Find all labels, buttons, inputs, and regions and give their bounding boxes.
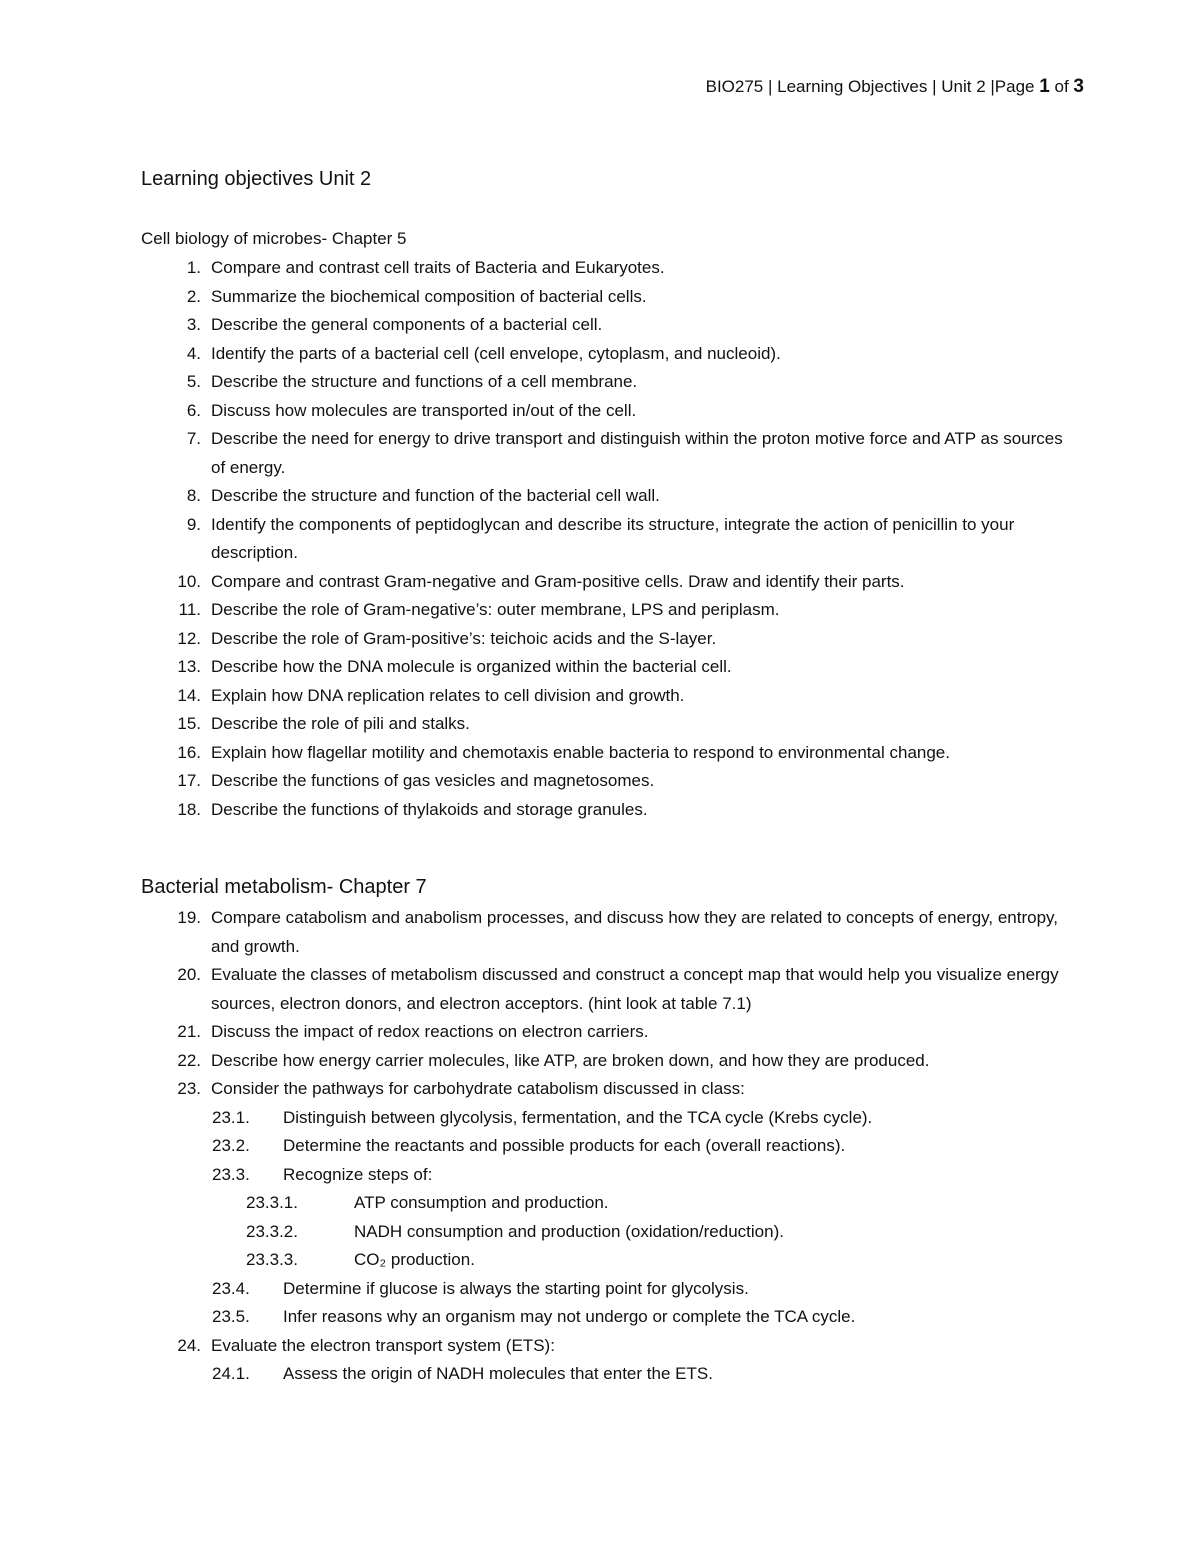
objective-item: [0, 1332, 1080, 1361]
objective-number: 23.3.1.: [246, 1193, 298, 1212]
objective-item: [0, 397, 1080, 426]
objective-item: [0, 710, 1080, 739]
objective-item: [0, 653, 1080, 682]
objective-item: [0, 311, 1080, 340]
objective-text: Compare and contrast cell traits of Bacteria and Eukaryotes.: [211, 258, 665, 277]
objective-text: Explain how flagellar motility and chemotaxis enable bacteria to respond to environmental change.: [211, 742, 950, 762]
header-page-number: 1: [1039, 76, 1050, 97]
objective-number: 12.: [177, 628, 201, 648]
objective-item: [0, 511, 1080, 568]
objective-number: 23.3.: [212, 1164, 250, 1184]
objective-number: 5.: [186, 372, 201, 391]
objective-item: [0, 254, 1080, 283]
objective-text: Assess the origin of NADH molecules that enter the ETS.: [283, 1364, 713, 1383]
objective-item: [0, 596, 1080, 625]
objective-text: Identify the components of peptidoglycan and describe its structure, integrate the action of penicillin to your description.: [211, 514, 1015, 562]
objective-number: 24.1.: [212, 1364, 250, 1383]
objective-item: [0, 961, 1080, 1018]
objective-number: 1.: [186, 258, 201, 277]
header-prefix: BIO275 | Learning Objectives | Unit 2 |Page: [705, 77, 1040, 96]
objective-number: 3.: [186, 315, 201, 334]
objective-number: 23.: [177, 1079, 201, 1098]
objective-number: 13.: [177, 657, 201, 676]
objective-number: 9.: [186, 514, 201, 534]
objective-number: 19.: [177, 908, 201, 927]
objective-item: [0, 796, 1080, 825]
objective-item: [0, 767, 1080, 796]
objective-text: Describe the role of Gram-positive’s: teichoic acids and the S-layer.: [211, 628, 717, 648]
objective-number: 6.: [186, 400, 201, 420]
objective-text: Infer reasons why an organism may not undergo or complete the TCA cycle.: [283, 1307, 856, 1326]
document-title: Learning objectives Unit 2: [141, 168, 372, 190]
objective-item: [0, 904, 1080, 961]
objective-text: Compare catabolism and anabolism processes, and discuss how they are related to concepts of energy, entropy, and growth.: [211, 908, 1058, 956]
objective-text: Describe the need for energy to drive transport and distinguish within the proton motive force and ATP as sources of energy.: [211, 429, 1063, 477]
cell-biology-objectives-list: [0, 254, 1080, 824]
header-page-total: 3: [1073, 76, 1084, 97]
sub-sub-objective-item: [0, 1246, 1080, 1275]
objective-number: 23.4.: [212, 1278, 250, 1298]
objective-item: [0, 568, 1080, 597]
objective-text: Recognize steps of:: [283, 1164, 433, 1184]
objective-text: CO₂ production.: [354, 1250, 475, 1269]
objective-item: [0, 625, 1080, 654]
objective-text: Describe the general components of a bacterial cell.: [211, 315, 603, 334]
objective-text: Distinguish between glycolysis, fermentation, and the TCA cycle (Krebs cycle).: [283, 1107, 873, 1127]
objective-item: [0, 340, 1080, 369]
objective-text: Describe how the DNA molecule is organized within the bacterial cell.: [211, 657, 732, 676]
objective-text: Describe the role of Gram-negative’s: outer membrane, LPS and periplasm.: [211, 600, 780, 619]
objective-text: Discuss how molecules are transported in/out of the cell.: [211, 400, 637, 420]
objective-text: Summarize the biochemical composition of bacterial cells.: [211, 286, 647, 306]
sub-sub-objective-item: [0, 1218, 1080, 1247]
objective-number: 15.: [177, 714, 201, 733]
objective-number: 10.: [177, 571, 201, 591]
objective-text: Determine the reactants and possible products for each (overall reactions).: [283, 1136, 846, 1155]
section-title-bacterial-metabolism: Bacterial metabolism- Chapter 7: [141, 876, 427, 898]
objective-item: [0, 425, 1080, 482]
sub-objective-item: [0, 1275, 1080, 1304]
objective-item: [0, 682, 1080, 711]
objective-number: 18.: [177, 799, 201, 819]
sub-objective-item: [0, 1161, 1080, 1190]
objective-number: 14.: [177, 685, 201, 705]
sub-objective-item: [0, 1303, 1080, 1332]
page-header: [706, 76, 1084, 98]
objective-number: 11.: [178, 600, 201, 619]
objective-number: 4.: [186, 343, 201, 363]
section-title-cell-biology: Cell biology of microbes- Chapter 5: [141, 229, 407, 248]
objective-text: Determine if glucose is always the starting point for glycolysis.: [283, 1278, 749, 1298]
objective-number: 24.: [177, 1335, 201, 1355]
sub-objective-item: [0, 1132, 1080, 1161]
objective-text: ATP consumption and production.: [354, 1193, 609, 1212]
objective-text: Describe the role of pili and stalks.: [211, 714, 470, 733]
objective-item: [0, 739, 1080, 768]
objective-item: [0, 283, 1080, 312]
sub-objective-item: [0, 1360, 1080, 1389]
objective-text: Describe the functions of gas vesicles and magnetosomes.: [211, 771, 655, 790]
objective-text: Identify the parts of a bacterial cell (cell envelope, cytoplasm, and nucleoid).: [211, 343, 781, 363]
objective-text: Consider the pathways for carbohydrate catabolism discussed in class:: [211, 1079, 745, 1098]
bacterial-metabolism-objectives-list: [0, 904, 1080, 1389]
objective-text: Discuss the impact of redox reactions on electron carriers.: [211, 1022, 649, 1041]
sub-objective-item: [0, 1104, 1080, 1133]
objective-number: 21.: [177, 1022, 201, 1041]
objective-text: NADH consumption and production (oxidation/reduction).: [354, 1221, 784, 1241]
objective-number: 20.: [177, 965, 201, 984]
objective-text: Evaluate the classes of metabolism discussed and construct a concept map that would help you visualize energy sources, electron donors, and electron acceptors. (hint look at table 7.1): [211, 965, 1059, 1013]
objective-item: [0, 1047, 1080, 1076]
objective-number: 23.3.3.: [246, 1250, 298, 1269]
objective-number: 23.2.: [212, 1136, 250, 1155]
objective-text: Describe the structure and function of the bacterial cell wall.: [211, 486, 660, 505]
objective-item: [0, 1075, 1080, 1104]
objective-number: 17.: [177, 771, 201, 790]
objective-number: 2.: [186, 286, 201, 306]
objective-number: 23.5.: [212, 1307, 250, 1326]
objective-text: Explain how DNA replication relates to cell division and growth.: [211, 685, 685, 705]
objective-text: Describe how energy carrier molecules, like ATP, are broken down, and how they are produced.: [211, 1050, 930, 1070]
sub-sub-objective-item: [0, 1189, 1080, 1218]
objective-text: Describe the structure and functions of a cell membrane.: [211, 372, 638, 391]
header-of: of: [1049, 77, 1074, 96]
objective-text: Compare and contrast Gram-negative and Gram-positive cells. Draw and identify their parts.: [211, 571, 905, 591]
objective-number: 8.: [186, 486, 201, 505]
objective-number: 16.: [177, 742, 201, 762]
objective-number: 23.3.2.: [246, 1221, 298, 1241]
objective-item: [0, 1018, 1080, 1047]
objective-item: [0, 368, 1080, 397]
objective-item: [0, 482, 1080, 511]
objective-number: 23.1.: [212, 1107, 250, 1127]
objective-text: Describe the functions of thylakoids and storage granules.: [211, 799, 648, 819]
objective-text: Evaluate the electron transport system (ETS):: [211, 1335, 555, 1355]
objective-number: 7.: [186, 429, 201, 448]
objective-number: 22.: [177, 1050, 201, 1070]
